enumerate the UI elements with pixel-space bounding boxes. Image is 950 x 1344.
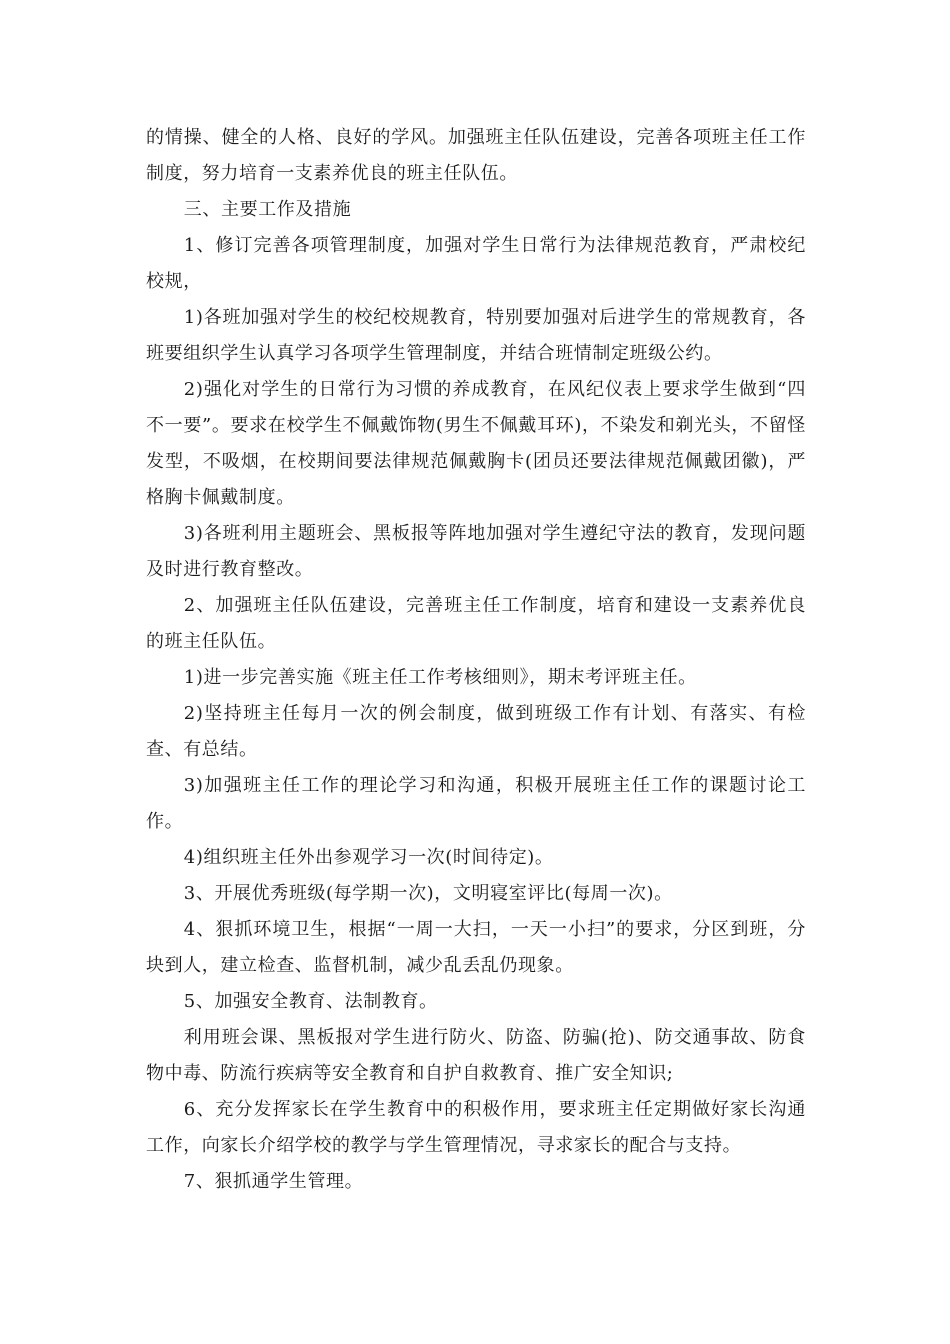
item-5-safety-education: 5、加强安全教育、法制教育。 — [183, 991, 438, 1012]
item-5-detail: 利用班会课、黑板报对学生进行防火、防盗、防骗(抢)、防交通事故、防食物中毒、防流行疾病等安全教育和自护自救教育、推广安全知识; — [146, 1027, 806, 1084]
item-2-sub-3: 3)加强班主任工作的理论学习和沟通，积极开展班主任工作的课题讨论工作。 — [146, 775, 806, 832]
item-2-sub-1: 1)进一步完善实施《班主任工作考核细则》，期末考评班主任。 — [183, 667, 697, 688]
item-6-parents: 6、充分发挥家长在学生教育中的积极作用，要求班主任定期做好家长沟通工作，向家长介绍学校的教学与学生管理情况，寻求家长的配合与支持。 — [146, 1099, 806, 1156]
item-2-sub-2: 2)坚持班主任每月一次的例会制度，做到班级工作有计划、有落实、有检查、有总结。 — [146, 703, 806, 760]
item-7-commuting-students: 7、狠抓通学生管理。 — [183, 1171, 364, 1192]
item-1-management-rules: 1、修订完善各项管理制度，加强对学生日常行为法律规范教育，严肃校纪校规， — [146, 235, 806, 292]
item-1-sub-2: 2)强化对学生的日常行为习惯的养成教育，在风纪仪表上要求学生做到“四不一要”。要求在校学生不佩戴饰物(男生不佩戴耳环)，不染发和剃光头，不留怪发型，不吸烟，在校期间要法律规范佩戴胸卡(团员还要法律规范佩戴团徽)，严格胸卡佩戴制度。 — [146, 379, 806, 508]
item-2-sub-4: 4)组织班主任外出参观学习一次(时间待定)。 — [183, 847, 554, 868]
document-body — [146, 120, 806, 1200]
section-heading-main-work: 三、主要工作及措施 — [183, 199, 352, 220]
item-1-sub-1: 1)各班加强对学生的校纪校规教育，特别要加强对后进学生的常规教育，各班要组织学生认真学习各项学生管理制度，并结合班情制定班级公约。 — [146, 307, 806, 364]
item-3-excellent-class: 3、开展优秀班级(每学期一次)，文明寝室评比(每周一次)。 — [183, 883, 673, 904]
paragraph-intro-continuation: 的情操、健全的人格、良好的学风。加强班主任队伍建设，完善各项班主任工作制度，努力培育一支素养优良的班主任队伍。 — [146, 127, 806, 184]
item-2-teacher-team: 2、加强班主任队伍建设，完善班主任工作制度，培育和建设一支素养优良的班主任队伍。 — [146, 595, 806, 652]
item-1-sub-3: 3)各班利用主题班会、黑板报等阵地加强对学生遵纪守法的教育，发现问题及时进行教育整改。 — [146, 523, 806, 580]
item-4-environment: 4、狠抓环境卫生，根据“一周一大扫，一天一小扫”的要求，分区到班，分块到人，建立检查、监督机制，减少乱丢乱仍现象。 — [146, 919, 806, 976]
